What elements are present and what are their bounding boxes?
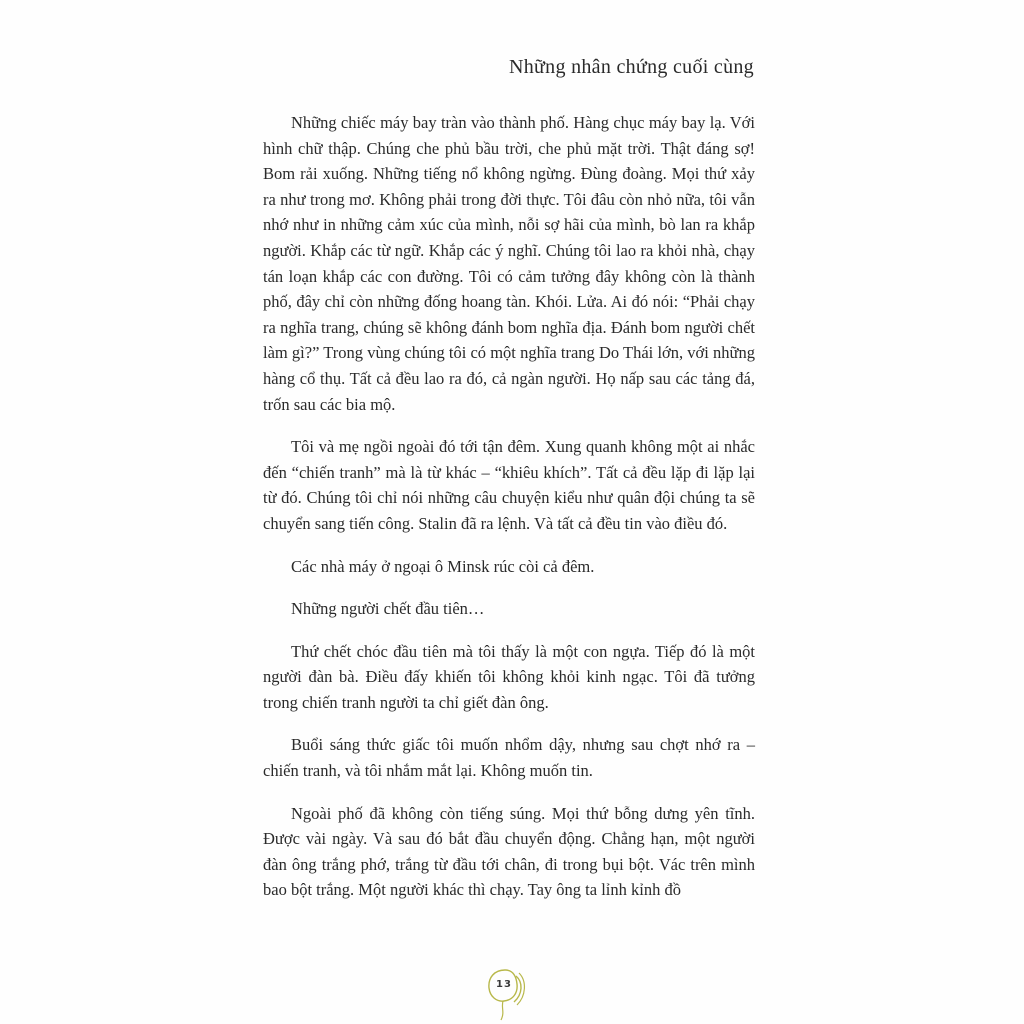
paragraph: Buổi sáng thức giấc tôi muốn nhổm dậy, nhưng sau chợt nhớ ra – chiến tranh, và tôi nhắm mắt lại. Không muốn tin. bbox=[263, 735, 755, 781]
page-number-badge bbox=[486, 966, 532, 1014]
paragraph: Ngoài phố đã không còn tiếng súng. Mọi thứ bỗng dưng yên tĩnh. Được vài ngày. Và sau đó bắt đầu chuyển động. Chẳng hạn, một người đàn ông trắng phớ, trắng từ đầu tới chân, đi trong bụi bột. Vác trên mình bao bột trắng. Một người khác thì chạy. Tay ông ta lỉnh kỉnh đồ bbox=[263, 803, 755, 900]
running-head: Những nhân chứng cuối cùng bbox=[509, 56, 754, 78]
paragraph: Những chiếc máy bay tràn vào thành phố. Hàng chục máy bay lạ. Với hình chữ thập. Chúng che phủ bầu trời, che phủ mặt trời. Thật đáng sợ! Bom rải xuống. Những tiếng nổ không ngừng. Đùng đoàng. Mọi thứ xảy ra như trong mơ. Không phải trong đời thực. Tôi đâu còn nhỏ nữa, tôi vẫn nhớ như in những cảm xúc của mình, nỗi sợ hãi của mình, bò lan ra khắp người. Khắp các từ ngữ. Khắp các ý nghĩ. Chúng tôi lao ra khỏi nhà, chạy tán loạn khắp các con đường. Tôi có cảm tưởng đây không còn là thành phố, đây chỉ còn những đống hoang tàn. Khói. Lửa. Ai đó nói: “Phải chạy ra nghĩa trang, chúng sẽ không đánh bom nghĩa địa. Đánh bom người chết làm gì?” Trong vùng chúng tôi có một nghĩa trang Do Thái lớn, với những hàng cổ thụ. Tất cả đều lao ra đó, cả ngàn người. Họ nấp sau các tảng đá, trốn sau các bia mộ. bbox=[263, 113, 755, 414]
page-number: 13 bbox=[496, 979, 512, 990]
paragraph: Những người chết đầu tiên… bbox=[291, 599, 485, 619]
paragraph: Tôi và mẹ ngồi ngoài đó tới tận đêm. Xung quanh không một ai nhắc đến “chiến tranh” mà là từ khác – “khiêu khích”. Tất cả đều lặp đi lặp lại từ đó. Chúng tôi chỉ nói những câu chuyện kiểu như quân đội chúng ta sẽ chuyển sang tiến công. Stalin đã ra lệnh. Và tất cả đều tin vào điều đó. bbox=[263, 437, 755, 533]
paragraph: Thứ chết chóc đầu tiên mà tôi thấy là một con ngựa. Tiếp đó là một người đàn bà. Điều đấy khiến tôi không khỏi kinh ngạc. Tôi đã tưởng trong chiến tranh người ta chỉ giết đàn ông. bbox=[263, 641, 755, 712]
balloon-icon bbox=[486, 966, 532, 1024]
paragraph: Các nhà máy ở ngoại ô Minsk rúc còi cả đêm. bbox=[291, 556, 595, 576]
body-text bbox=[263, 110, 755, 920]
